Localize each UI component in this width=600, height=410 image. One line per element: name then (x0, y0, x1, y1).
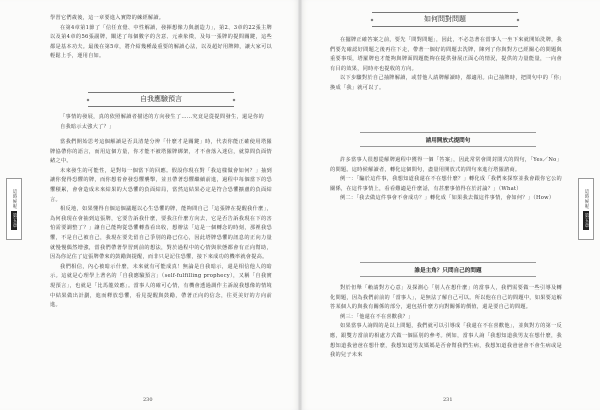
right-body-bottom (330, 284, 562, 361)
tab-chapter: 第五章 (584, 212, 589, 228)
section-heading (88, 92, 234, 107)
tab-chapter: 第五章 (12, 212, 17, 228)
example: 例一：「騙於這件事，我想知道我還在不在想什麼？」轉化成「我們來探察並我會跟你它公的關係，在這件事情上，看看難適是什麼話，有甚麼事值得在於討論？」（What） (330, 176, 562, 192)
divider (360, 262, 536, 263)
paragraph: 在第4章第1節了「信任直覺、中性解讀，發揮想像力與創造力」，第2、3章的22張主牌以及第4章的56張副牌，闡述了每個數字的含意、元素象徵，及每一張牌的提問關鍵，這些都是基本功夫。最後在第5章，將介紹幾種最重要的解讀心法，以及超好用牌陣，讓大家可以輕鬆上手，運用自如。 (50, 24, 272, 60)
paragraph: 許多當事人很想從解牌過程中獲得一個「答案」，因此常常會問封閉式的問句，「Yes／No」的問題。這時候解讀者，轉化這個問句，盡量用開放式的問句來進行塔羅諮商。 (330, 157, 562, 173)
example: 例二：「我去做這件事會不會成功？」轉化成「如果我去做這件事情，會如何？」（How） (340, 195, 555, 202)
left-body-top (50, 14, 272, 62)
right-body-mid (330, 156, 562, 204)
paragraph: 學習它們歲後，這一章要進入實際的練經解讀。 (50, 15, 165, 21)
page-number: 231 (443, 397, 453, 403)
paragraph: 在擺牌正確答案之前，要先「問對問題」，因此，不必急著在當事人一坐下來就開始洗牌，我們要先確認好問題之後再往下走，帶著一個好的問題去洗牌，陳列了你與對方已經關心的問題與重要事項，塔羅牌也才能夠與牌面問題能夠在提供發展正面心的情況，提供的力量能量，一向會有目的效果，同時亦也提收的方向。 (330, 37, 562, 72)
chapter-tab-left (6, 178, 22, 240)
divider (360, 132, 536, 133)
paragraph: 我們相信，內心被暗示什麼，未來就有可能成真！無論是自我暗示，還是相信他人的暗示。這就是心理學上著名的「自我應驗預言」（self-fulfilling prophecy），又稱「自我實現預言」，也就是「比馬龍效應」。當事人的確可心情，有機會透過調作主訴說我想像的情境中結果做出計劃，進而釋放恐懼，看見提醒與鼓勵，帶著正向的信念，往更美好的方向前進。 (50, 263, 272, 309)
paragraph: 以下步驟對於自己抽牌解讀，或替他人請牌解讀時，都適用。由己抽牌時，把問句中的「你」換成「我」就可以了。 (330, 75, 562, 91)
subheading: 誰是主角？只問自己的問題 (414, 268, 482, 274)
paragraph: 未來發生的可能性，是對每一個當下的回應。假設你現在對「我這樣做會如何？」抽到讓你覺得恐懼的牌，而你想着會發恐懼襲擊，並且帶著恐懼繼續前進，過程中每個當下的恐懼積累，會會造成未來結果的大恐懼的負面結局，當然這結果必定是符合恐懼擴慮的負面結言。 (50, 167, 272, 203)
section-heading-text: 自我應驗預言 (140, 95, 182, 103)
page-number: 230 (143, 397, 153, 403)
paragraph: 相反地，如果懂得自個這個議題以心生恐懼的牌，能夠問自己「這張牌在提醒我什麼」，為何我現在會抽到這張牌，它要告訴我什麼，要我注什麼方向去，它是否告訴我現在下的害怕需要調整了？」讓自己能夠從恐懼轉蒸看出收，想辦法「這是一個轉念的時刻，那裡我恐懼，不是自己被自己，我現在要先留自己爭別的路已位心，因此塔牌恐懼的訊息的正向力量就慢慢偶然增強，當我們帶著學習到前的想法，對於過程中的心情與狀態都會有正向幫助，因為你記住了這張牌帶來的鼓勵與提醒，而非只是記住恐懼，接下來成功的機率就會提高。 (50, 206, 272, 261)
right-page (300, 0, 600, 410)
tab-book-title: 這時候呢 (584, 188, 589, 209)
divider (360, 276, 536, 277)
section-heading (372, 12, 518, 27)
paragraph: 對於但舉「賴請對方心意」及探測心「別人在想什麼」的當事人，我們需要做一些引導及轉化問題，因為我們前前的「當事人」，是無法了解自己可以。所以他在自己的問題中，如果要這解答某個人的與我有關係的部分，還包括什麼方向對關係的價值，還是要自己的問題。 (330, 285, 562, 311)
divider (360, 146, 536, 147)
intro-quote: 「事情的發展，真的依照解讀者描述的方向發生了……究竟是從提問發生，還是你的自我暗示太強大了？」 (60, 114, 264, 130)
subheading: 請用開放式提問句 (425, 138, 471, 144)
example: 例三：「他還在不在喜歡我？」 (340, 313, 414, 320)
left-body-main (50, 138, 272, 311)
paragraph: 如果當事人詢問的是以上問題，我們就可以引導成「我還在不在喜歡他」，並與對方的第一反應，跟雙方當前的相處方式做一個區別的參考。例如，當事人詢「我想知道我男友在想什麼，我想知道我爸爸在想什麼，我想知道男友媽媽是否會幫我們生病，我想知道我爸爸會不會生病或是我的兒子未來 (330, 323, 562, 359)
section-heading-text: 如何問對問題 (424, 15, 466, 23)
right-body-top (330, 36, 562, 94)
paragraph: 當我們開始思考這個解讀是否具清楚分辨「什麼才是關鍵」時，代表你能正確使用塔羅牌協帶你的語言，而用這個方量，你才能不被塔羅牌綁架，才不會落入迷信，就算問負面情緒之中。 (50, 139, 272, 165)
tab-book-title: 這時候呢 (12, 188, 17, 209)
book-spine (298, 0, 302, 410)
chapter-tab-right (578, 178, 594, 240)
